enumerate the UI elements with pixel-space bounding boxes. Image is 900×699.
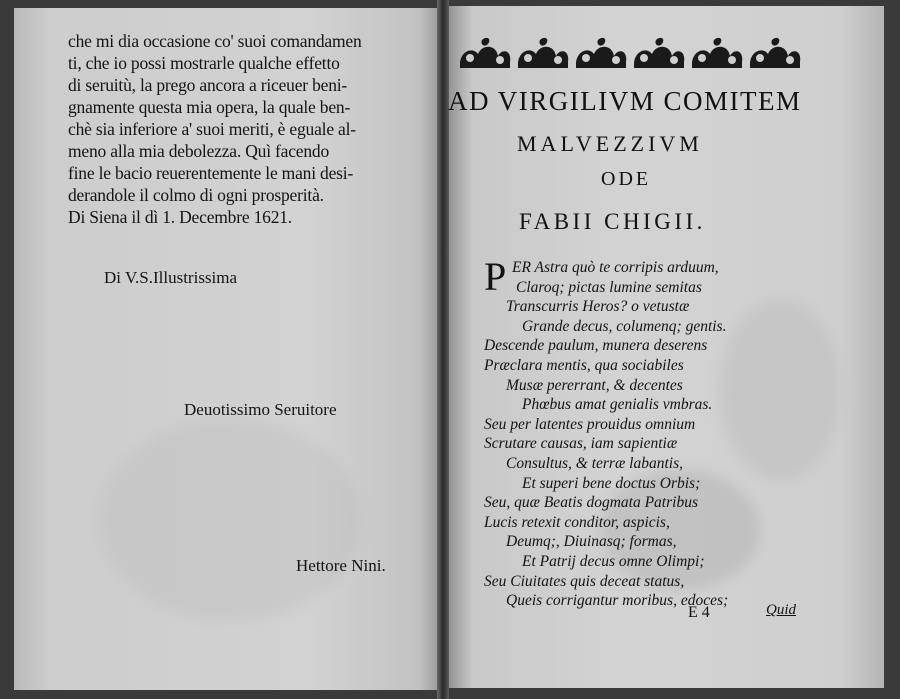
servant-line: Deuotissimo Seruitore xyxy=(184,400,337,419)
verse-line: Grande decus, columenq; gentis. xyxy=(522,317,727,335)
verse-line: Scrutare causas, iam sapientiæ xyxy=(484,435,678,453)
text-line: meno alla mia debolezza. Quì facendo xyxy=(68,141,330,161)
verse-line: Transcurris Heros? o vetustæ xyxy=(506,298,690,316)
verse-line: ER Astra quò te corripis arduum, xyxy=(512,259,719,276)
text-line: che mi dia occasione co' suoi comandamen xyxy=(68,31,362,51)
drop-capital: P xyxy=(484,254,507,299)
verse-line: Seu per latentes prouidus omnium xyxy=(484,415,696,433)
left-page-text xyxy=(68,30,418,228)
verse-line: Lucis retexit conditor, aspicis, xyxy=(484,513,670,531)
text-line: derandole il colmo di ogni prosperità. xyxy=(68,185,324,205)
verse-line: Seu Ciuitates quis deceat status, xyxy=(484,572,685,590)
author-signature: Hettore Nini. xyxy=(296,556,386,575)
verse-line: Præclara mentis, qua sociabiles xyxy=(484,356,684,374)
verse-line: Et superi bene doctus Orbis; xyxy=(522,474,701,492)
verse-line: Consultus, & terræ labantis, xyxy=(506,454,683,472)
verse-line: Et Patrij decus omne Olimpi; xyxy=(522,552,705,570)
paper-stain xyxy=(100,420,360,620)
signature-mark: E 4 xyxy=(688,604,710,621)
text-line: fine le bacio reuerentemente le mani desi- xyxy=(68,163,354,183)
text-line: di seruitù, la prego ancora a riceuer beni- xyxy=(68,75,348,95)
date-line: Di Siena il dì 1. Decembre 1621. xyxy=(68,207,292,227)
verse-line: Queis corrigantur moribus, edoces; xyxy=(506,592,729,610)
ornament-headpiece xyxy=(456,34,811,78)
verse-line: Deumq;, Diuinasq; formas, xyxy=(506,533,677,551)
verse-line: Musæ pererrant, & decentes xyxy=(506,376,683,394)
verse-line: Descende paulum, munera deserens xyxy=(484,337,708,355)
text-line: chè sia inferiore a' suoi meriti, è eguale al- xyxy=(68,119,356,139)
ode-title-line1: AD VIRGILIVM COMITEM xyxy=(448,86,802,116)
verse-line: Claroq; pictas lumine semitas xyxy=(516,278,702,296)
salutation: Di V.S.Illustrissima xyxy=(104,268,238,287)
catchword: Quid xyxy=(766,602,796,618)
verse-line: Seu, quæ Beatis dogmata Patribus xyxy=(484,494,698,512)
text-line: gnamente questa mia opera, la quale ben- xyxy=(68,97,351,117)
ode-title-line2: MALVEZZIVM xyxy=(517,131,703,156)
ode-title-line3: ODE xyxy=(601,168,652,190)
ode-author: FABII CHIGII. xyxy=(519,209,706,234)
verse-line: Phœbus amat genialis vmbras. xyxy=(522,396,713,414)
ode-verse xyxy=(484,254,864,611)
text-line: ti, che io possi mostrarle qualche effetto xyxy=(68,53,340,73)
